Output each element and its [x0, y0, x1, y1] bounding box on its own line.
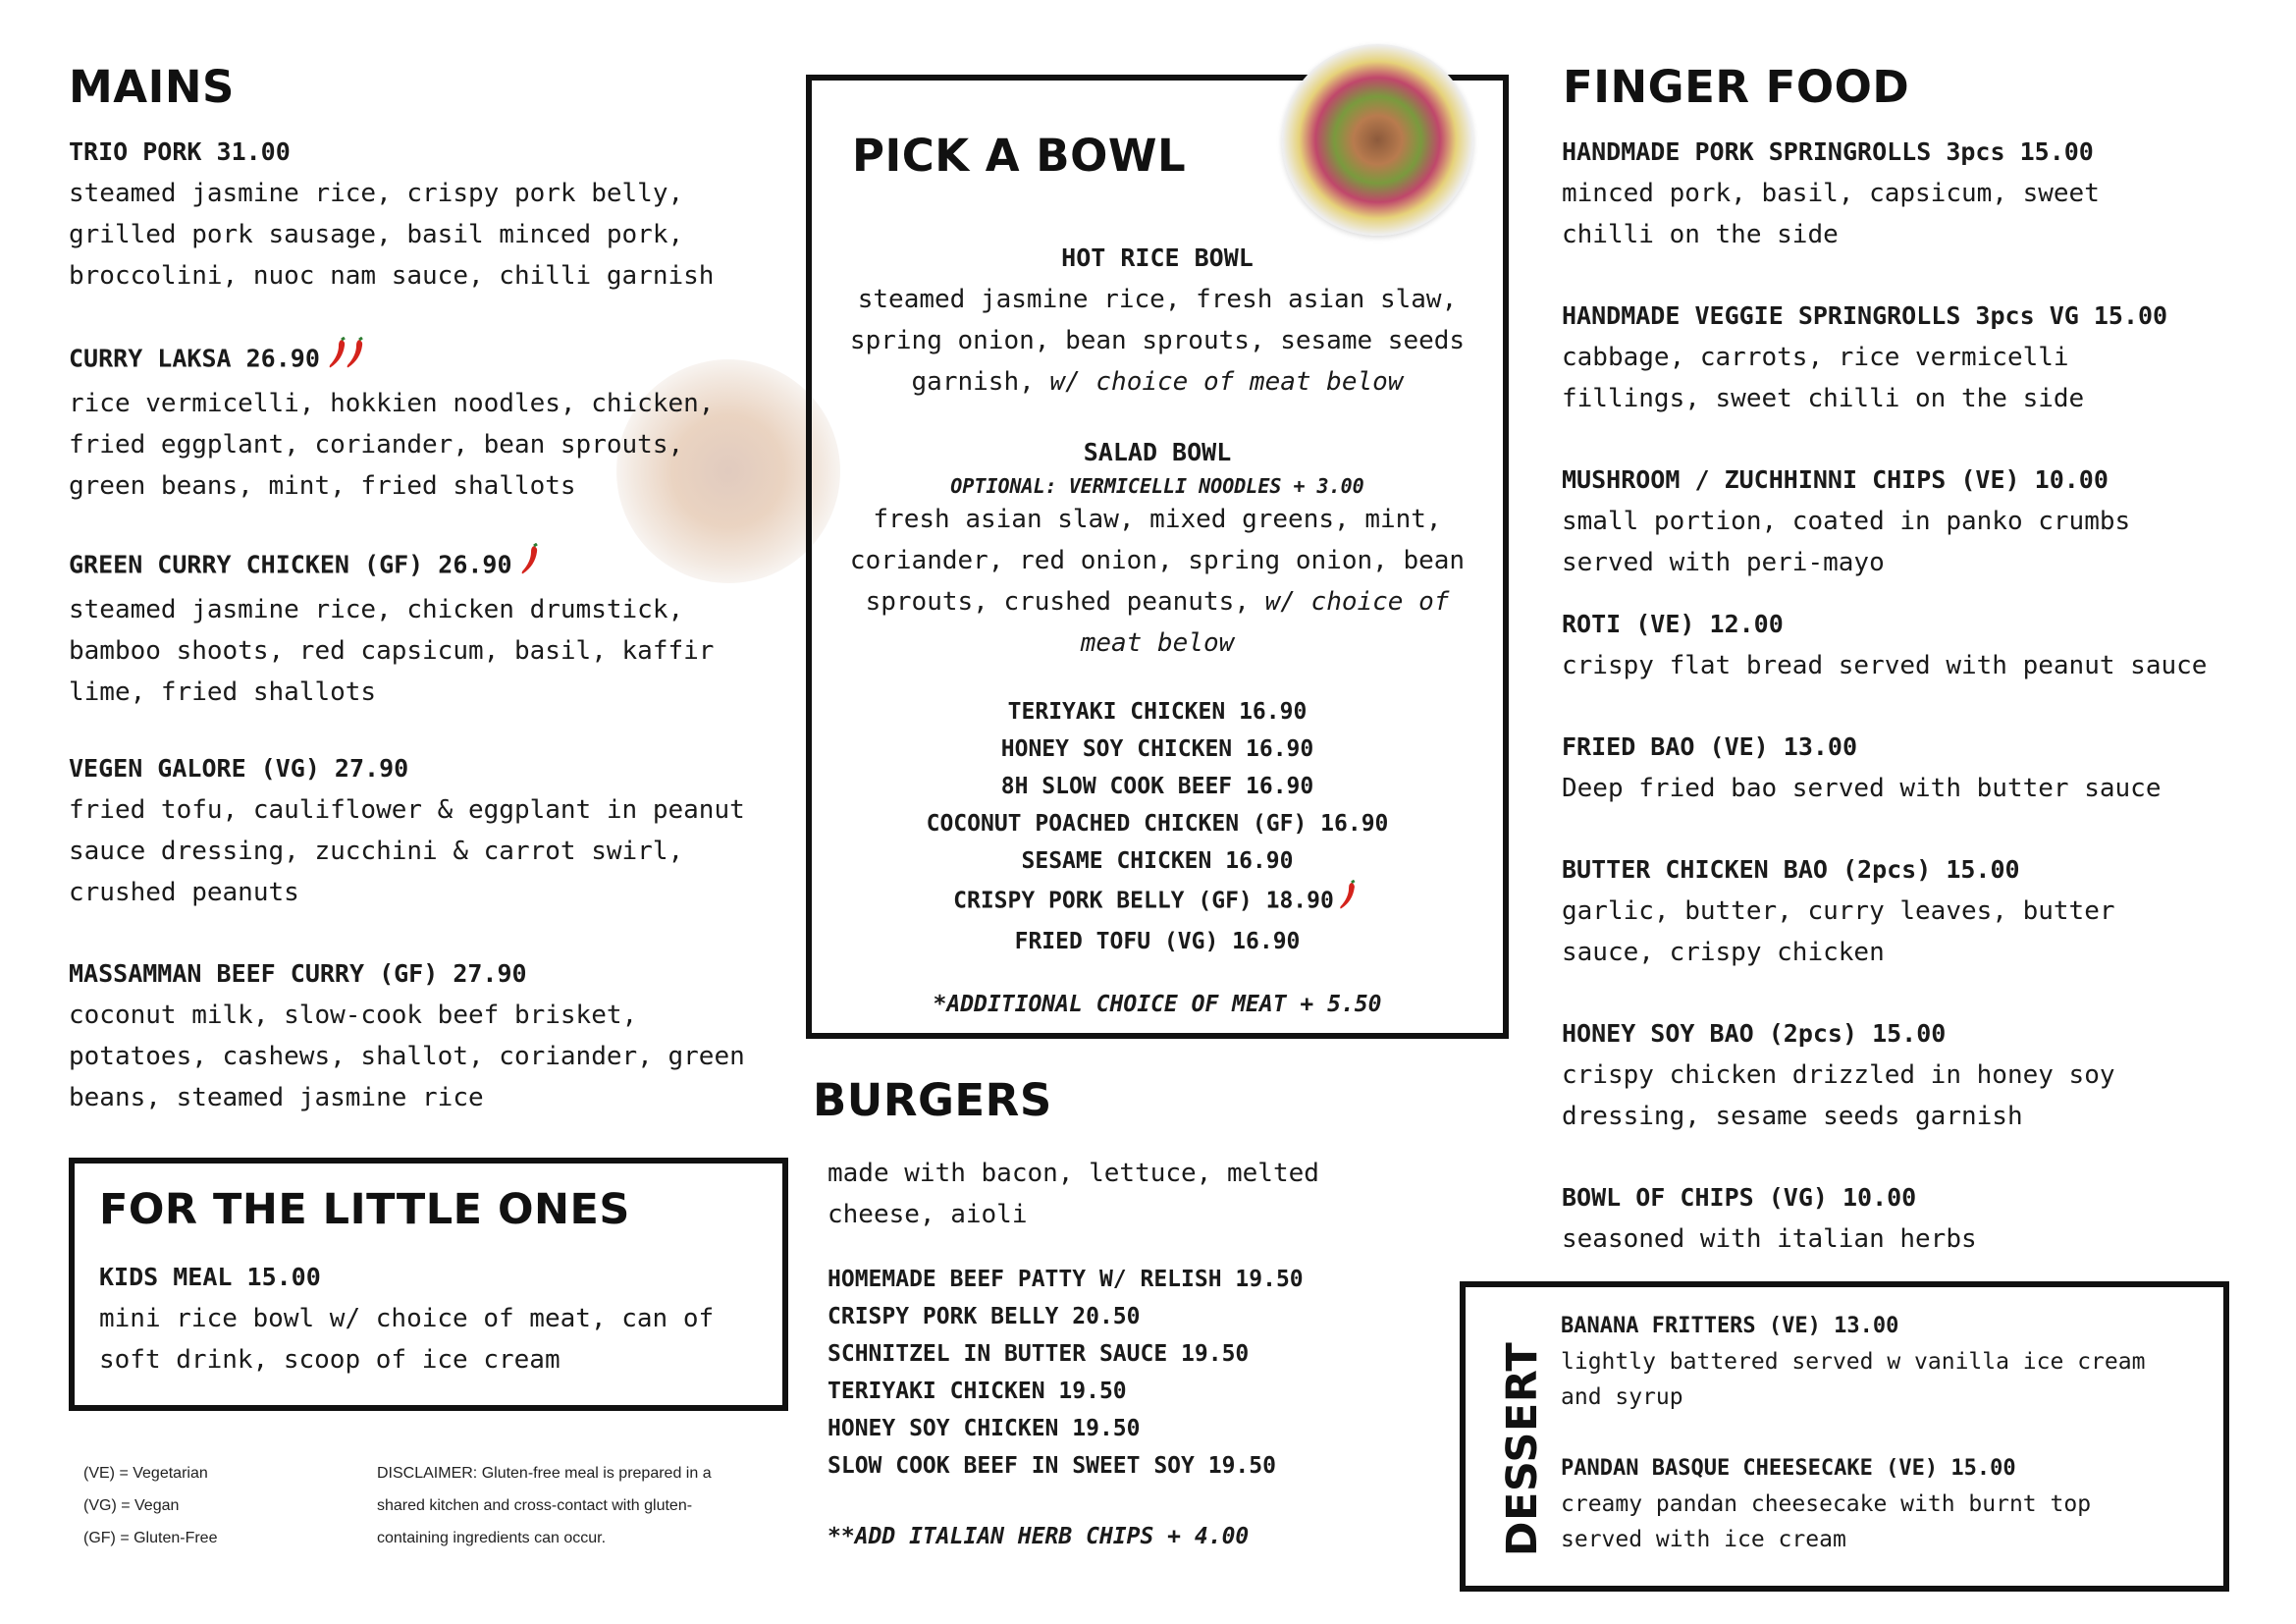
item-title: PANDAN BASQUE CHEESECAKE (VE) 15.00: [1561, 1456, 2016, 1481]
item-title: HANDMADE PORK SPRINGROLLS 3pcs 15.00: [1562, 137, 2094, 166]
item-desc: rice vermicelli, hokkien noodles, chicken,: [69, 389, 715, 418]
item-desc: dressing, sesame seeds garnish: [1562, 1102, 2023, 1131]
finger-item: [1562, 604, 2207, 686]
burger-option: SLOW COOK BEEF IN SWEET SOY 19.50: [828, 1453, 1276, 1479]
item-desc: creamy pandan cheesecake with burnt top: [1561, 1491, 2092, 1517]
salad-bowl-photo: [1282, 44, 1473, 236]
item-title: MUSHROOM / ZUCHHINNI CHIPS (VE) 10.00: [1562, 465, 2109, 494]
meat-option: CRISPY PORK BELLY (GF) 18.90: [812, 880, 1503, 923]
pick-a-bowl-heading: PICK A BOWL: [852, 130, 1187, 182]
chilli-icon: [520, 543, 544, 589]
finger-food-heading: FINGER FOOD: [1563, 61, 1910, 113]
finger-item: [1562, 1177, 1977, 1260]
disclaimer: [377, 1457, 712, 1554]
meat-option: FRIED TOFU (VG) 16.90: [1014, 929, 1301, 954]
main-item-trio-pork: [69, 132, 714, 297]
hot-rice-bowl-title: HOT RICE BOWL: [1061, 244, 1254, 272]
item-desc: lime, fried shallots: [69, 677, 377, 707]
item-desc: garnish, w/ choice of meat below: [911, 367, 1404, 397]
item-desc: fillings, sweet chilli on the side: [1562, 384, 2085, 413]
meat-choices: [812, 693, 1503, 960]
burgers-intro: [828, 1153, 1319, 1235]
item-desc: small portion, coated in panko crumbs: [1562, 507, 2131, 536]
legend-line: (VE) = Vegetarian: [83, 1465, 208, 1482]
item-desc: grilled pork sausage, basil minced pork,: [69, 220, 684, 249]
little-ones-box: [69, 1158, 788, 1411]
item-desc: coconut milk, slow-cook beef brisket,: [69, 1001, 638, 1030]
item-title: MASSAMMAN BEEF CURRY (GF) 27.90: [69, 959, 527, 988]
item-desc: chilli on the side: [1562, 220, 1839, 249]
meat-option: 8H SLOW COOK BEEF 16.90: [1000, 774, 1314, 799]
burger-option: HOMEMADE BEEF PATTY W/ RELISH 19.50: [828, 1267, 1304, 1292]
add-chips-note: **ADD ITALIAN HERB CHIPS + 4.00: [828, 1524, 1250, 1549]
item-desc: steamed jasmine rice, chicken drumstick,: [69, 595, 684, 624]
item-desc: coriander, red onion, spring onion, bean: [849, 546, 1466, 575]
item-desc: seasoned with italian herbs: [1562, 1224, 1977, 1254]
finger-item: [1562, 1013, 2115, 1137]
item-desc: fresh asian slaw, mixed greens, mint,: [873, 505, 1442, 534]
item-desc: bamboo shoots, red capsicum, basil, kaffir: [69, 636, 715, 666]
item-desc: crushed peanuts: [69, 878, 299, 907]
item-title: TRIO PORK 31.00: [69, 137, 291, 166]
item-desc: steamed jasmine rice, crispy pork belly,: [69, 179, 684, 208]
mains-heading: MAINS: [69, 61, 235, 113]
item-desc: minced pork, basil, capsicum, sweet: [1562, 179, 2100, 208]
item-desc: garlic, butter, curry leaves, butter: [1562, 896, 2115, 926]
item-title: CURRY LAKSA 26.90: [69, 337, 714, 383]
item-title: BUTTER CHICKEN BAO (2pcs) 15.00: [1562, 855, 2020, 884]
main-item-green-curry: [69, 543, 714, 713]
item-title: KIDS MEAL 15.00: [99, 1263, 321, 1291]
item-desc: lightly battered served w vanilla ice cream: [1561, 1349, 2146, 1375]
finger-item: [1562, 849, 2115, 973]
item-desc: made with bacon, lettuce, melted: [828, 1159, 1319, 1188]
item-desc: soft drink, scoop of ice cream: [99, 1345, 561, 1375]
item-title: VEGEN GALORE (VG) 27.90: [69, 754, 409, 783]
burgers-heading: BURGERS: [813, 1074, 1052, 1126]
diet-legend: [83, 1457, 217, 1554]
finger-item: [1562, 132, 2100, 255]
dessert-heading: DESSERT: [1498, 1341, 1547, 1557]
disclaimer-line: shared kitchen and cross-contact with gluten-: [377, 1497, 693, 1514]
main-item-massamman: [69, 953, 745, 1118]
burger-option: CRISPY PORK BELLY 20.50: [828, 1304, 1141, 1329]
chilli-icon: [346, 337, 369, 383]
item-title: HANDMADE VEGGIE SPRINGROLLS 3pcs VG 15.00: [1562, 301, 2168, 330]
dessert-box: [1460, 1281, 2229, 1592]
salad-optional: OPTIONAL: VERMICELLI NOODLES + 3.00: [950, 474, 1364, 498]
main-item-vegen-galore: [69, 748, 745, 913]
meat-option: SESAME CHICKEN 16.90: [1021, 848, 1294, 874]
salad-bowl-title: SALAD BOWL: [1083, 438, 1232, 466]
item-desc: fried tofu, cauliflower & eggplant in peanut: [69, 795, 745, 825]
item-desc: crispy chicken drizzled in honey soy: [1562, 1060, 2115, 1090]
item-desc: cheese, aioli: [828, 1200, 1028, 1229]
item-desc: potatoes, cashews, shallot, coriander, green: [69, 1042, 745, 1071]
burger-option: TERIYAKI CHICKEN 19.50: [828, 1379, 1127, 1404]
item-desc: fried eggplant, coriander, bean sprouts,: [69, 430, 684, 460]
item-title: ROTI (VE) 12.00: [1562, 610, 1784, 638]
item-desc: crispy flat bread served with peanut sauce: [1562, 651, 2208, 680]
item-desc: served with peri-mayo: [1562, 548, 1885, 577]
item-desc: and syrup: [1561, 1384, 1683, 1410]
item-desc: broccolini, nuoc nam sauce, chilli garnish: [69, 261, 715, 291]
additional-meat-note: *ADDITIONAL CHOICE OF MEAT + 5.50: [933, 992, 1382, 1017]
item-title: GREEN CURRY CHICKEN (GF) 26.90: [69, 543, 714, 589]
disclaimer-line: containing ingredients can occur.: [377, 1530, 607, 1546]
item-title: FRIED BAO (VE) 13.00: [1562, 732, 1858, 761]
disclaimer-line: DISCLAIMER: Gluten-free meal is prepared in a: [377, 1465, 712, 1482]
meat-option: TERIYAKI CHICKEN 16.90: [1007, 699, 1308, 725]
burger-option: SCHNITZEL IN BUTTER SAUCE 19.50: [828, 1341, 1250, 1367]
item-desc: Deep fried bao served with butter sauce: [1562, 774, 2162, 803]
item-desc: meat below: [1080, 628, 1235, 658]
finger-item: [1562, 296, 2167, 419]
finger-item: [1562, 727, 2161, 809]
item-desc: served with ice cream: [1561, 1527, 1846, 1552]
burger-list: [828, 1261, 1304, 1485]
chilli-icon: [1338, 880, 1362, 923]
item-desc: sprouts, crushed peanuts, w/ choice of: [865, 587, 1450, 617]
finger-item: [1562, 460, 2130, 583]
item-desc: steamed jasmine rice, fresh asian slaw,: [857, 285, 1458, 314]
item-desc: mini rice bowl w/ choice of meat, can of: [99, 1304, 715, 1333]
item-title: BOWL OF CHIPS (VG) 10.00: [1562, 1183, 1917, 1212]
item-desc: sauce, crispy chicken: [1562, 938, 1885, 967]
item-title: BANANA FRITTERS (VE) 13.00: [1561, 1314, 1899, 1338]
main-item-curry-laksa: [69, 337, 714, 507]
item-title: HONEY SOY BAO (2pcs) 15.00: [1562, 1019, 1947, 1048]
item-desc: spring onion, bean sprouts, sesame seeds: [849, 326, 1466, 355]
burger-option: HONEY SOY CHICKEN 19.50: [828, 1416, 1141, 1441]
item-desc: green beans, mint, fried shallots: [69, 471, 576, 501]
legend-line: (GF) = Gluten-Free: [83, 1530, 218, 1546]
item-desc: cabbage, carrots, rice vermicelli: [1562, 343, 2069, 372]
little-ones-heading: FOR THE LITTLE ONES: [99, 1185, 630, 1234]
legend-line: (VG) = Vegan: [83, 1497, 180, 1514]
meat-option: HONEY SOY CHICKEN 16.90: [1000, 736, 1314, 762]
item-desc: beans, steamed jasmine rice: [69, 1083, 484, 1112]
item-desc: sauce dressing, zucchini & carrot swirl,: [69, 837, 684, 866]
meat-option: COCONUT POACHED CHICKEN (GF) 16.90: [926, 811, 1389, 837]
